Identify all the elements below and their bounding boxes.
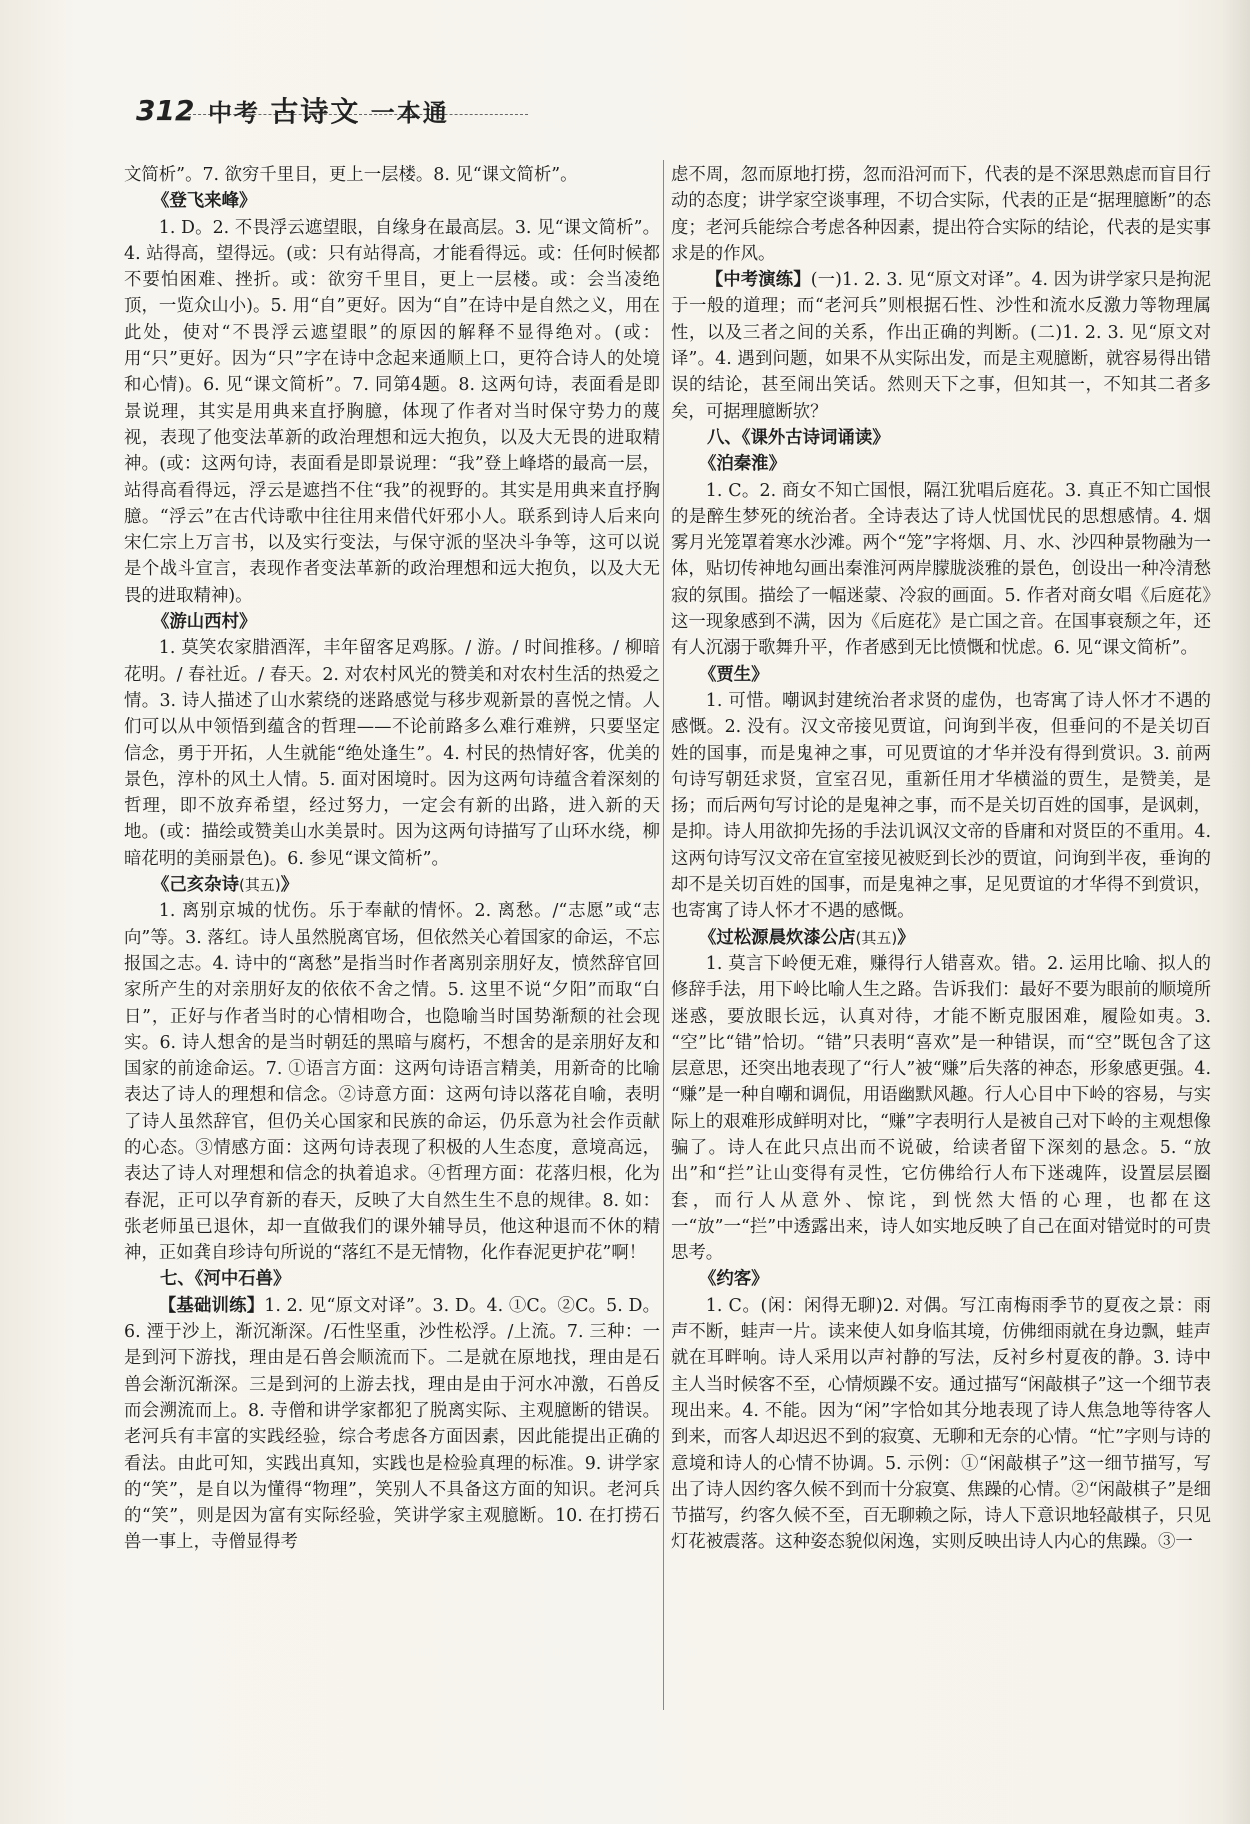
poem-title — [671, 925, 1211, 951]
answer-paragraph: 1. 莫笑农家腊酒浑，丰年留客足鸡豚。/ 游。/ 时间推移。/ 柳暗花明。/ 春社近。/ 春天。2. 对农村风光的赞美和对农村生活的热爱之情。3. 诗人描述了山水萦绕的迷路感觉与移步观新景的喜悦之情。人们可以从中领悟到蕴含的哲理——不论前路多么难行难辨，只要坚定信念，勇于开拓，人生就能“绝处逢生”。4. 村民的热情好客，优美的景色，淳朴的风土人情。5. 面对困境时。因为这两句诗蕴含着深刻的哲理，即不放弃希望，经过努力，一定会有新的出路，进入新的天地。(或：描绘或赞美山水美景时。因为这两句诗描写了山环水绕，柳暗花明的美丽景色)。6. 参见“课文简析”。 — [124, 638, 660, 869]
book-title — [208, 92, 568, 132]
poem-title — [124, 188, 660, 214]
column-divider — [663, 160, 664, 1710]
section-heading: 七、《河中石兽》 — [160, 1269, 291, 1290]
answer-paragraph: 1. C。2. 商女不知亡国恨，隔江犹唱后庭花。3. 真正不知亡国恨的是醉生梦死的统治者。全诗表达了诗人忧国忧民的思想感情。4. 烟雾月光笼罩着寒水沙滩。两个“笼”字将烟、月、水、沙四种景物融为一体，贴切传神地勾画出秦淮河两岸朦胧淡雅的景色，创设出一种冷清愁寂的氛围。描绘了一幅迷蒙、冷寂的画面。5. 作者对商女唱《后庭花》这一现象感到不满，因为《后庭花》是亡国之音。在国事衰颓之年，还有人沉溺于歌舞升平，作者感到无比愤慨和忧虑。6. 见“课文简析”。 — [671, 480, 1211, 659]
poem-title-text: 《贾生》 — [699, 664, 769, 685]
exercise-label: 【中考演练】 — [705, 270, 811, 291]
answer-text: 1. 2. 见“原文对译”。3. D。4. ①C。②C。5. D。6. 湮于沙上，渐沉渐深。/石性坚重，沙性松浮。/上流。7. 三种：一是到河下游找，理由是石兽会顺流而下。二是就在原地找，理由是石兽会渐沉渐深。三是到河的上游去找，理由是由于河水冲激，石兽反而会溯流而上。8. 寺僧和讲学家都犯了脱离实际、主观臆断的错误。老河兵有丰富的实践经验，综合考虑各方面因素，因此能提出正确的看法。由此可知，实践出真知，实践也是检验真理的标准。9. 讲学家的“笑”，是自以为懂得“物理”，笑别人不具备这方面的知识。老河兵的“笑”，则是因为富有实际经验，笑讲学家主观臆断。10. 在打捞石兽一事上，寺僧显得考 — [124, 1295, 660, 1553]
page-edge-shadow — [1222, 0, 1250, 1824]
answer-paragraph — [124, 1293, 660, 1556]
poem-title-text: 《游山西村》 — [152, 612, 257, 633]
poem-title-text: 《己亥杂诗 — [152, 875, 239, 896]
exercise-label: 【基础训练】 — [158, 1295, 265, 1316]
poem-title-text: 《泊秦淮》 — [699, 454, 786, 475]
poem-title — [671, 451, 1211, 477]
answer-paragraph: 1. 莫言下岭便无难，赚得行人错喜欢。错。2. 运用比喻、拟人的修辞手法，用下岭比喻人生之路。告诉我们：最好不要为眼前的顺境所迷惑，要放眼长远，认真对待，才能不断克服困难，履险如夷。3. “空”比“错”恰切。“错”只表明“喜欢”是一种错误，而“空”既包含了这层意思，还突出地表现了“行人”被“赚”后失落的神态，形象感更强。4. “赚”是一种自嘲和调侃，用语幽默风趣。行人心目中下岭的容易，与实际上的艰难形成鲜明对比，“赚”字表明行人是被自己对下岭的主观想像骗了。诗人在此只点出而不说破，给读者留下深刻的悬念。5. “放出”和“拦”让山变得有灵性，它仿佛给行人布下迷魂阵，设置层层圈套，而行人从意外、惊诧，到恍然大悟的心理，也都在这一“放”一“拦”中透露出来，诗人如实地反映了自己在面对错觉时的可贵思考。 — [671, 953, 1211, 1264]
page-header — [118, 88, 498, 148]
answer-paragraph — [671, 267, 1211, 425]
page-number: 312 — [136, 94, 195, 127]
answer-paragraph: 1. C。(闲：闲得无聊)2. 对偶。写江南梅雨季节的夏夜之景：雨声不断，蛙声一片。读来使人如身临其境，仿佛细雨就在身边飘，蛙声就在耳畔响。诗人采用以声衬静的写法，反衬乡村夏夜的静。3. 诗中主人当时候客不至，心情烦躁不安。通过描写“闲敲棋子”这一个细节表现出来。4. 不能。因为“闲”字恰如其分地表现了诗人焦急地等待客人到来，而客人却迟迟不到的寂寞、无聊和无奈的心情。“忙”字则与诗的意境和诗人的心情不协调。5. 示例：①“闲敲棋子”这一细节描写，写出了诗人因约客久候不到而十分寂寞、焦躁的心情。②“闲敲棋子”是细节描写，约客久候不至，百无聊赖之际，诗人下意识地轻敲棋子，只见灯花被震落。这种姿态貌似闲逸，实则反映出诗人内心的焦躁。③一 — [671, 1295, 1211, 1553]
answer-paragraph: 1. 离别京城的忧伤。乐于奉献的情怀。2. 离愁。/“志愿”或“志向”等。3. 落红。诗人虽然脱离官场，但依然关心着国家的命运，不忘报国之志。4. 诗中的“离愁”是指当时作者离别亲朋好友，愤然辞官回家所产生的对亲朋好友的依依不舍之情。5. 这里不说“夕阳”而取“白日”，正好与作者当时的心情相吻合，也隐喻当时国势渐颓的社会现实。6. 诗人想舍的是当时朝廷的黑暗与腐朽，不想舍的是亲朋好友和国家的前途命运。7. ①语言方面：这两句诗语言精美，用新奇的比喻表达了诗人的理想和信念。②诗意方面：这两句诗以落花自喻，表明了诗人虽然辞官，但仍关心国家和民族的命运，仍乐意为社会作贡献的心态。③情感方面：这两句诗表现了积极的人生态度，意境高远，表达了诗人对理想和信念的执着追求。④哲理方面：花落归根，化为春泥，正可以孕育新的春天，反映了大自然生生不息的规律。8. 如：张老师虽已退休，却一直做我们的课外辅导员，他这种退而不休的精神，正如龚自珍诗句所说的“落红不是无情物，化作春泥更护花”啊！ — [124, 901, 660, 1264]
poem-title-note: (其五) — [855, 928, 898, 947]
poem-title-close: 》 — [897, 927, 915, 948]
poem-title-note: (其五) — [238, 876, 281, 895]
left-column — [124, 162, 660, 1556]
poem-title-close: 》 — [280, 875, 299, 896]
poem-title-text: 《约客》 — [699, 1269, 769, 1290]
section-heading: 八、《课外古诗词诵读》 — [707, 427, 890, 448]
poem-title-text: 《登飞来峰》 — [152, 191, 257, 212]
answer-paragraph: 1. D。2. 不畏浮云遮望眼，自缘身在最高层。3. 见“课文简析”。4. 站得高，望得远。(或：只有站得高，才能看得远。或：任何时候都不要怕困难、挫折。或：欲穷千里目，更上一层楼。或：会当凌绝顶，一览众山小)。5. 用“自”更好。因为“自”在诗中是自然之义，用在此处，使对“不畏浮云遮望眼”的原因的解释不显得绝对。(或：用“只”更好。因为“只”字在诗中念起来通顺上口，更符合诗人的处境和心情)。6. 见“课文简析”。7. 同第4题。8. 这两句诗，表面看是即景说理，其实是用典来直抒胸臆，体现了作者对当时保守势力的蔑视，表现了他变法革新的政治理想和远大抱负，以及大无畏的进取精神。(或：这两句诗，表面看是即景说理：“我”登上峰塔的最高一层，站得高看得远，浮云是遮挡不住“我”的视野的。其实是用典来直抒胸臆。“浮云”在古代诗歌中往往用来借代奸邪小人。联系到诗人后来向宋仁宗上万言书，以及实行变法，与保守派的坚决斗争等，这可以说是个战斗宣言，表现作者变法革新的政治理想和远大抱负，以及大无畏的进取精神)。 — [124, 217, 660, 606]
poem-title — [124, 609, 660, 635]
answer-text: (一)1. 2. 3. 见“原文对译”。4. 因为讲学家只是拘泥于一般的道理；而“老河兵”则根据石性、沙性和流水反激力等物理属性，以及三者之间的关系，作出正确的判断。(二)1. 2. 3. 见“原文对译”。4. 遇到问题，如果不从实际出发，而是主观臆断，就容易得出错误的结论，甚至闹出笑话。然则天下之事，但知其一，不知其二者多矣，可据理臆断欤？ — [671, 270, 1211, 422]
book-title-part3: 一本通 — [370, 99, 449, 127]
right-column — [671, 162, 1211, 1556]
answer-paragraph: 文简析”。7. 欲穷千里目，更上一层楼。8. 见“课文简析”。 — [124, 165, 578, 185]
book-title-part2: 古诗文 — [270, 95, 361, 128]
poem-title — [124, 872, 660, 898]
poem-title-text: 《过松源晨炊漆公店 — [699, 927, 856, 948]
poem-title — [671, 1266, 1211, 1292]
answer-paragraph: 虑不周，忽而原地打捞，忽而沿河而下，代表的是不深思熟虑而盲目行动的态度；讲学家空谈事理，不切合实际，代表的正是“据理臆断”的态度；老河兵能综合考虑各种因素，提出符合实际的结论，代表的是实事求是的作风。 — [671, 165, 1211, 264]
poem-title — [671, 662, 1211, 688]
book-title-part1: 中考 — [208, 99, 260, 127]
answer-paragraph: 1. 可惜。嘲讽封建统治者求贤的虚伪，也寄寓了诗人怀才不遇的感慨。2. 没有。汉文帝接见贾谊，问询到半夜，但垂问的不是关切百姓的国事，而是鬼神之事，可见贾谊的才华并没有得到赏识。3. 前两句诗写朝廷求贤，宣室召见，重新任用才华横溢的贾生，是赞美，是扬；而后两句写讨论的是鬼神之事，而不是关切百姓的国事，是讽刺，是抑。诗人用欲抑先扬的手法讥讽汉文帝的昏庸和对贤臣的不重用。4. 这两句诗写汉文帝在宣室接见被贬到长沙的贾谊，问询到半夜，垂询的却不是关切百姓的国事，而是鬼神之事，足见贾谊的才华得不到赏识，也寄寓了诗人怀才不遇的感慨。 — [671, 690, 1211, 922]
